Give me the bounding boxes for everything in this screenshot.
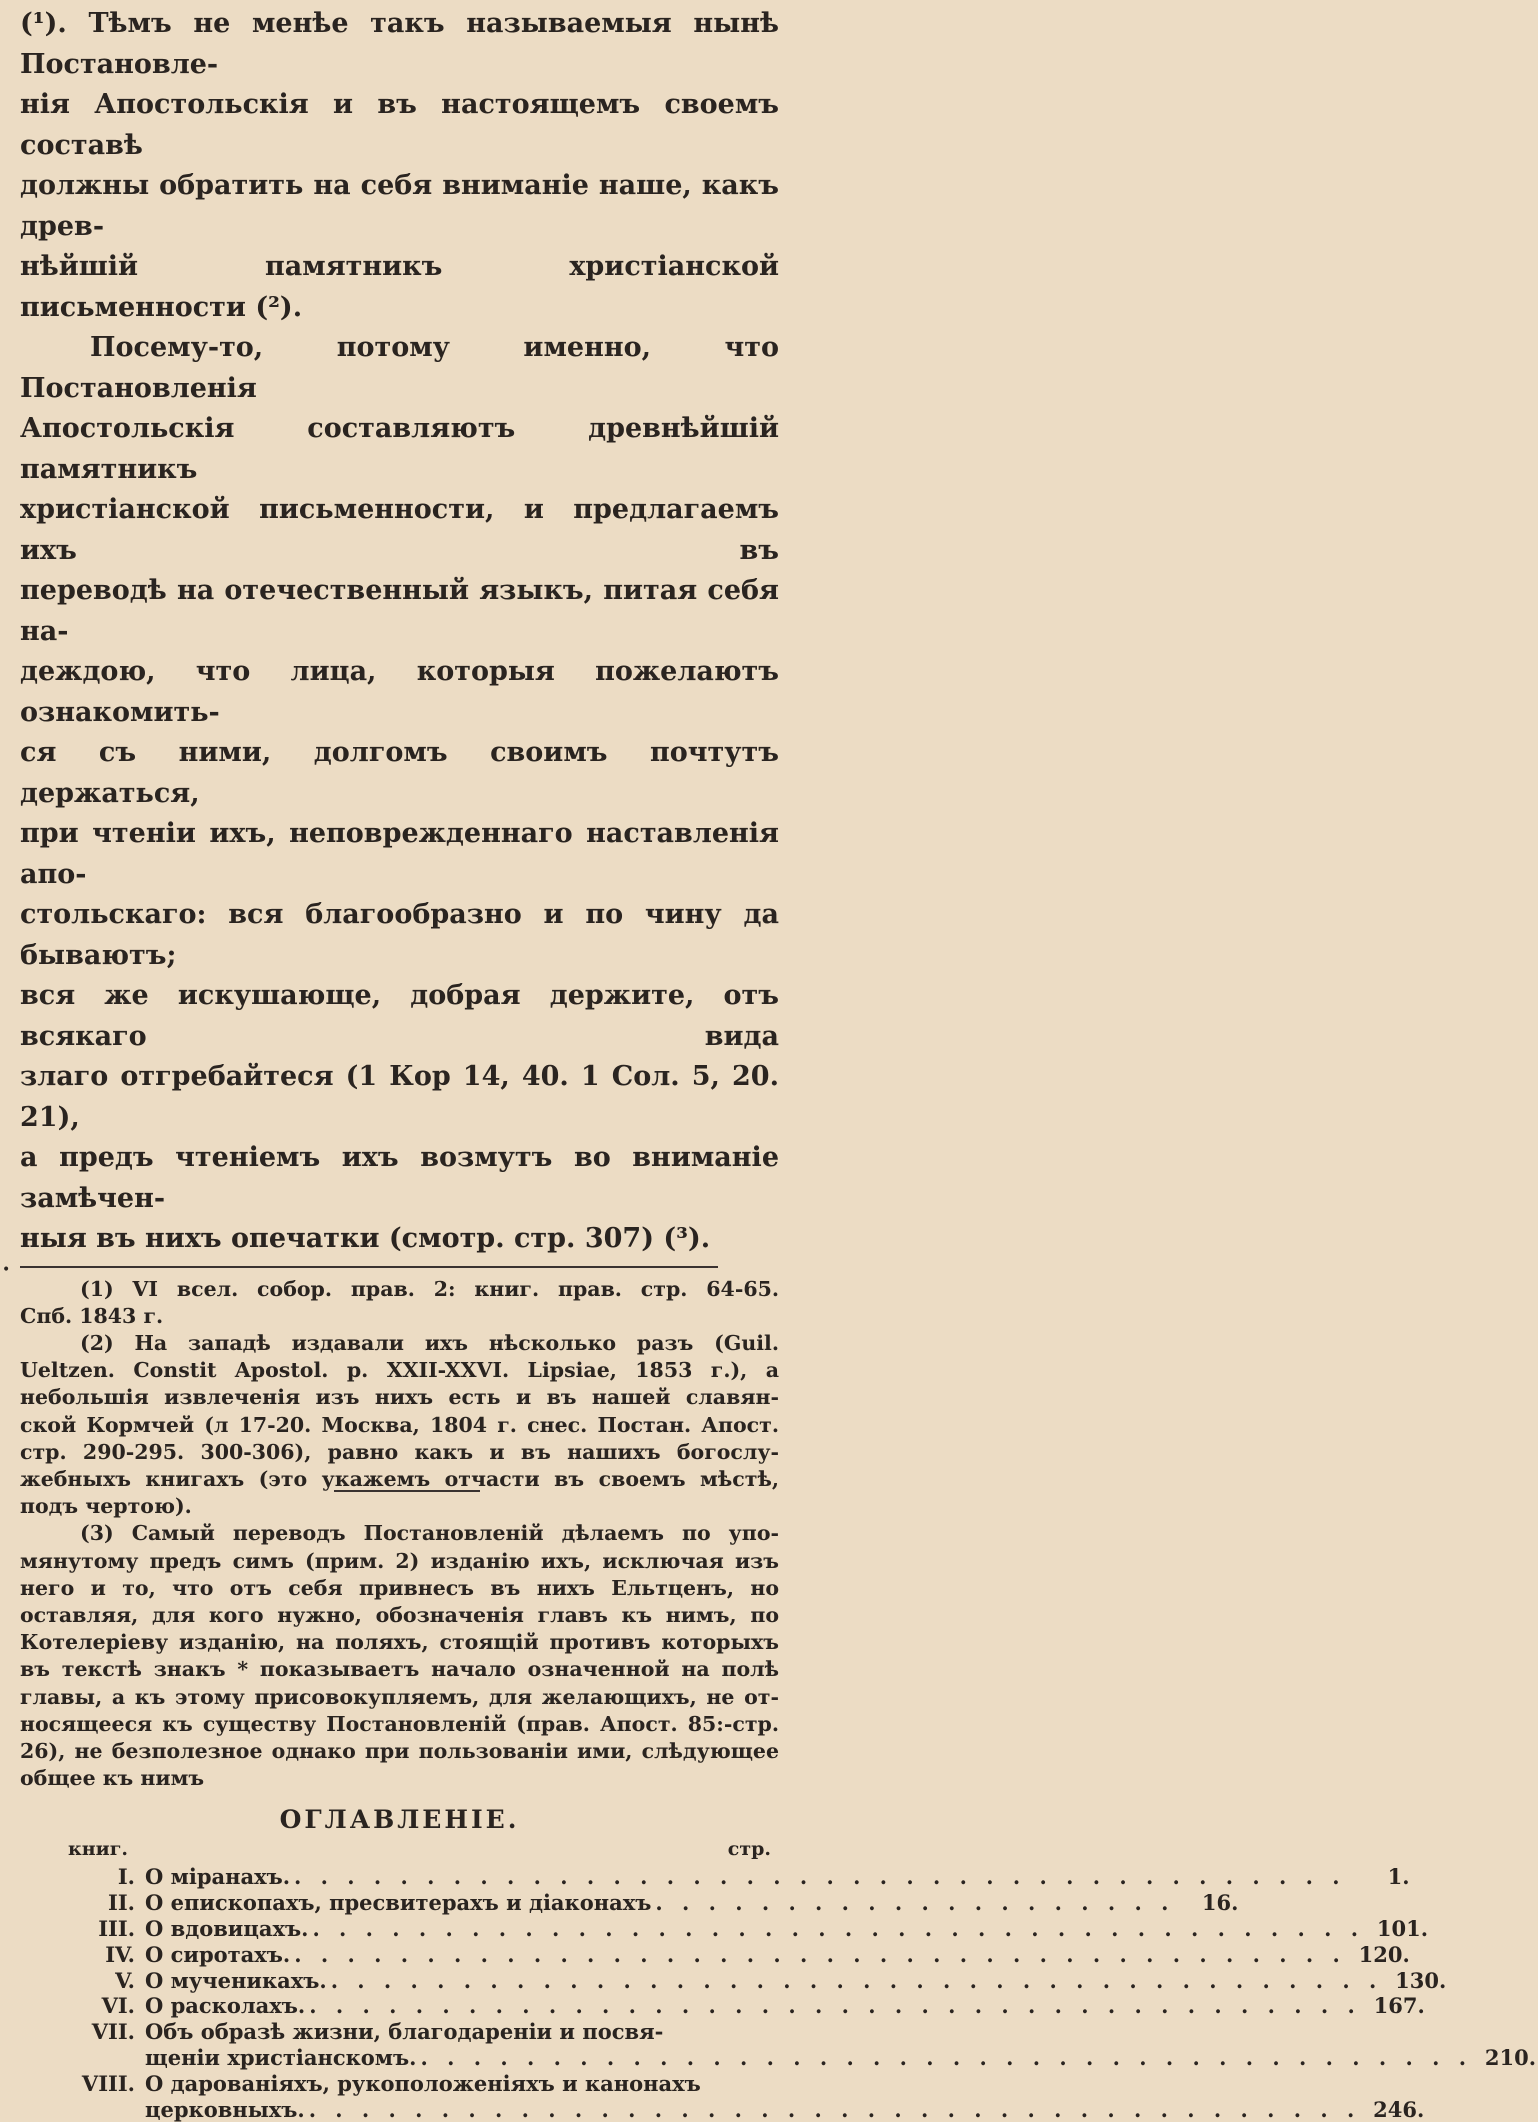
page-end-rule [334,1490,480,1492]
toc-book-number: III. [98,1915,135,1941]
toc-entry-title: О мученикахъ. [145,1967,327,1993]
toc-page-number: 210. [1484,2044,1537,2070]
text-line: злаго отгребайтеся (1 Кор 14, 40. 1 Сол. 5, 20. 21), [20,1061,779,1133]
margin-mark: • [2,1262,11,1278]
toc-leader-dots: . . . . . . . . . . . . . . . . . . . . . . . . . . . . . . . . . . . . . . . . [420,2044,1473,2070]
footnote-line: (1) VI всел. собор. прав. 2: книг. прав. стр. 64-65. [80,1276,779,1301]
toc-leader-dots: . . . . . . . . . . . . . . . . . . . . . . . . . . . . . . . . . . . . . . . . [308,2096,1361,2122]
toc-row [20,1967,1447,1994]
toc-leader-dots: . . . . . . . . . . . . . . . . . . . . . . . . . . . . . . . . . . . . . . . . [294,1864,1346,1890]
toc-row [20,2019,779,2045]
text-line: нѣйшій памятникъ христіанской письменности (²). [20,251,779,323]
toc-entry-title: Объ образѣ жизни, благодареніи и посвя- [145,2019,664,2045]
footnote-line: (2) На западѣ издавали ихъ нѣсколько разъ (Guil. [80,1330,779,1355]
text-line: ся съ ними, долгомъ своимъ почтутъ держаться, [20,737,779,809]
text-line: деждою, что лица, которыя пожелаютъ ознакомить- [20,656,779,728]
toc-entry-title: щеніи христіанскомъ. [145,2044,417,2070]
toc-page-number: 120. [1358,1941,1410,1967]
text-line: вся же искушающе, добрая держите, отъ всякаго вида [20,980,779,1052]
footnote-line: Ueltzen. Constit Apostol. p. XXII-XXVI. Lipsiae, 1853 г.), а [20,1358,779,1383]
toc-leader-dots: . . . . . . . . . . . . . . . . . . . . . . . . . . . . . . . . . . . . . . . . [309,1993,1361,2019]
toc-list [20,1864,1537,2122]
toc-leader-dots: . . . . . . . . . . . . . . . . . . . . . . . . . . . . . . . . . . . . . . . . [294,1941,1346,1967]
text-line: ныя въ нихъ опечатки (смотр. стр. 307) (³). [20,1223,711,1254]
footnotes [20,1276,779,1793]
footnote-line: жебныхъ книгахъ (это укажемъ отчасти въ своемъ мѣстѣ, [20,1466,779,1491]
toc-leader-dots: . . . . . . . . . . . . . . . . . . . . . . . . . . . . . . . . . . . . . . . . [312,1915,1365,1941]
toc-book-number: VIII. [81,2070,135,2096]
toc-row [20,1941,1410,1968]
toc-book-number: VII. [91,2019,135,2045]
text-line: Посему-то, потому именно, что Постановленія [20,332,779,404]
toc-row [20,1915,1429,1942]
footnote-line: носящееся къ существу Постановленій (прав. Апост. 85:-стр. [20,1711,779,1736]
text-line: христіанской письменности, и предлагаемъ ихъ въ [20,494,779,566]
footnote-line: Спб. 1843 г. [20,1303,164,1328]
toc-entry-title: О вдовицахъ. [145,1915,309,1941]
footnote-line: 26), не безполезное однако при пользованіи ими, слѣдующее [20,1738,779,1763]
toc-book-number: VI. [101,1993,135,2019]
text-line: (¹). Тѣмъ не менѣе такъ называемыя нынѣ Постановле- [20,8,779,80]
footnote-divider [20,1266,718,1268]
text-line: переводѣ на отечественный языкъ, питая себя на- [20,575,779,647]
text-line: Апостольскія составляютъ древнѣйшій памятникъ [20,413,779,485]
main-text [20,4,779,1260]
toc-leader-dots: . . . . . . . . . . . . . . . . . . . . . . . . . . . . . . . . . . . . . . . . [330,1967,1383,1993]
toc-row [20,1864,1410,1890]
toc-page-number: 101. [1376,1915,1429,1941]
text-line: нія Апостольскія и въ настоящемъ своемъ составѣ [20,89,779,161]
toc-entry-title: О сиротахъ. [145,1941,291,1967]
footnote-line: оставляя, для кого нужно, обозначенія главъ къ нимъ, по [20,1602,779,1627]
toc-row [20,2044,1537,2071]
footnote-line: ской Кормчей (л 17-20. Москва, 1804 г. снес. Постан. Апост. [20,1412,779,1437]
toc-col-books: книг. [68,1838,128,1861]
toc-title: ОГЛАВЛЕНІЕ. [279,1805,520,1835]
footnote-line: него и то, что отъ себя привнесъ въ нихъ Ельтценъ, но [20,1575,779,1600]
toc-leader-dots: . . . . . . . . . . . . . . . . . . . . [655,1890,1175,1916]
toc-book-number: II. [108,1890,135,1916]
footnote-line: (3) Самый переводъ Постановленій дѣлаемъ по упо- [80,1521,779,1546]
toc-row [20,2096,1425,2122]
text-line: должны обратить на себя вниманіе наше, какъ древ- [20,170,779,242]
footnote-line: Котелеріеву изданію, на поляхъ, стоящій противъ которыхъ [20,1630,779,1655]
toc-page-number: 1. [1387,1864,1410,1890]
footnote-line: небольшія извлеченія изъ нихъ есть и въ нашей славян- [20,1385,779,1410]
toc-entry-title: церковныхъ. [145,2096,305,2122]
toc-header [20,1838,779,1864]
toc-entry-title: О расколахъ. [145,1993,306,2019]
toc-page-number: 167. [1373,1993,1425,2019]
footnote-line: общее къ нимъ [20,1766,205,1791]
footnote-line: мянутому предъ симъ (прим. 2) изданію ихъ, исключая изъ [20,1548,779,1573]
toc-page-number: 16. [1201,1890,1239,1916]
text-line: а предъ чтеніемъ ихъ возмутъ во вниманіе замѣчен- [20,1142,779,1214]
toc-entry-title: О дарованіяхъ, рукоположеніяхъ и канонахъ [145,2070,701,2096]
toc-entry-title: О епископахъ, пресвитерахъ и діаконахъ [145,1890,652,1916]
toc-row [20,2071,779,2097]
toc-entry-title: О міранахъ. [145,1864,291,1890]
toc-row [20,1993,1425,2019]
footnote-line: главы, а къ этому присовокупляемъ, для желающихъ, не от- [20,1684,779,1709]
footnote-line: стр. 290-295. 300-306), равно какъ и въ нашихъ богослу- [20,1439,779,1464]
footnote-line: подъ чертою). [20,1494,192,1519]
toc-book-number: I. [117,1864,135,1890]
text-line: стольскаго: вся благообразно и по чину да бываютъ; [20,899,779,971]
toc-row [20,1890,1239,1916]
toc-page-number: 246. [1373,2096,1425,2122]
toc-book-number: V. [115,1967,135,1993]
toc-book-number: IV. [105,1941,135,1967]
toc-col-pages: стр. [727,1838,771,1861]
toc-page-number: 130. [1395,1967,1447,1993]
text-line: при чтеніи ихъ, неповрежденнаго наставленія апо- [20,818,779,890]
footnote-line: въ текстѣ знакъ * показываетъ начало означенной на полѣ [20,1657,779,1682]
